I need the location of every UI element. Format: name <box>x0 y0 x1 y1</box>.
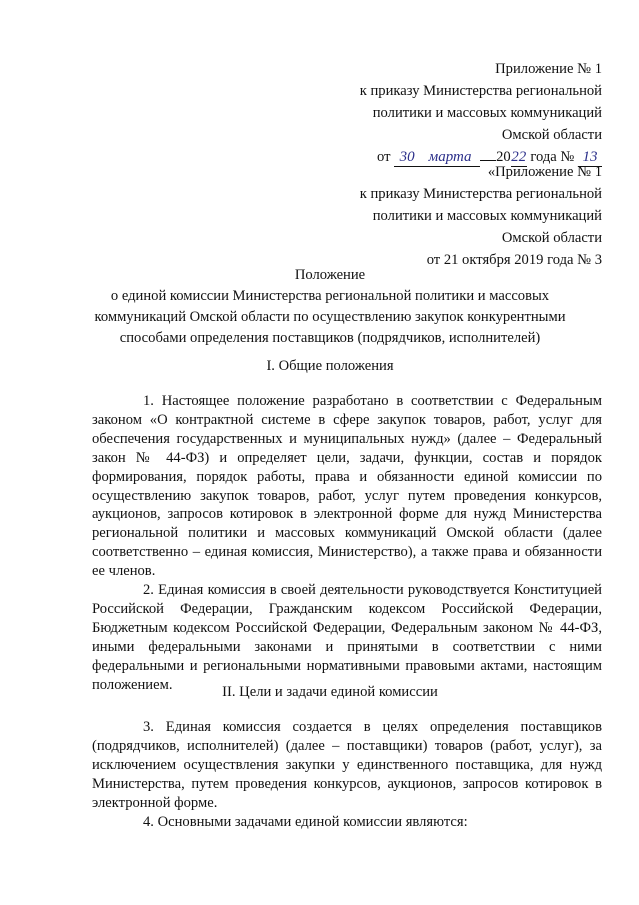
section1-heading: I. Общие положения <box>266 358 394 374</box>
section1-body <box>92 392 602 695</box>
appendix-new-line1: Приложение № 1 <box>495 61 602 77</box>
appendix-new-line4: Омской области <box>501 127 602 143</box>
date-year-prefix: 20 <box>496 149 511 165</box>
appendix-old <box>272 161 602 271</box>
appendix-old-line2: к приказу Министерства региональной <box>359 186 602 202</box>
title-line4: способами определения поставщиков (подрядчиков, исполнителей) <box>119 330 541 346</box>
paragraph-4: 4. Основными задачами единой комиссии являются: <box>143 813 468 830</box>
date-day-handwritten: 30 <box>394 149 420 167</box>
document-title <box>90 265 570 349</box>
appendix-old-line3: политики и массовых коммуникаций <box>372 208 602 224</box>
section2-body <box>92 718 602 831</box>
date-month-handwritten: марта <box>420 149 480 167</box>
title-line2: о единой комиссии Министерства региональной политики и массовых <box>110 288 550 304</box>
paragraph-1: 1. Настоящее положение разработано в соответствии с Федеральным законом «О контрактной системе в сфере закупок товаров, работ, услуг для обеспечения государственных и муниципальных нужд» (далее – Федеральный закон № 44-ФЗ) и определяет цели, задачи, функции, состав и порядок формирования, порядок работы, права и обязанности единой комиссии по осуществлению закупок товаров, работ, услуг путем проведения конкурсов, аукционов, запросов котировок в электронной форме для нужд Министерства региональной политики и массовых коммуникаций Омской области (далее соответственно – единая комиссия, Министерство), а также права и обязанности ее членов. <box>92 393 602 580</box>
title-line1: Положение <box>294 267 366 283</box>
date-from: от <box>376 149 391 165</box>
date-year-handwritten: 22 <box>511 149 527 165</box>
appendix-new <box>272 58 602 168</box>
paragraph-2: 2. Единая комиссия в своей деятельности руководствуется Конституцией Российской Федерации, Гражданским кодексом Российской Федерации, Бюджетным кодексом Российской Федерации, Федеральным законом № 44-ФЗ, иными федеральными законами и принятыми в соответствии с ними федеральными и региональными нормативными правовыми актами, настоящим положением. <box>92 582 602 693</box>
section2-heading: II. Цели и задачи единой комиссии <box>222 684 438 700</box>
title-line3: коммуникаций Омской области по осуществлению закупок конкурентными <box>94 309 566 325</box>
paragraph-3: 3. Единая комиссия создается в целях определения поставщиков (подрядчиков, исполнителей) (далее – поставщики) товаров (работ, услуг), за исключением осуществления закупки у единственного поставщика, для нужд Министерства, путем проведения конкурсов, аукционов, запросов котировок в электронной форме. <box>92 719 602 811</box>
appendix-old-line5: от 21 октября 2019 года № 3 <box>426 252 602 268</box>
date-number-handwritten: 13 <box>578 149 602 167</box>
appendix-old-line4: Омской области <box>501 230 602 246</box>
appendix-new-line3: политики и массовых коммуникаций <box>372 105 602 121</box>
date-year-word: года № <box>530 149 575 165</box>
appendix-old-line1: «Приложение № 1 <box>487 164 602 180</box>
appendix-new-line2: к приказу Министерства региональной <box>359 83 602 99</box>
